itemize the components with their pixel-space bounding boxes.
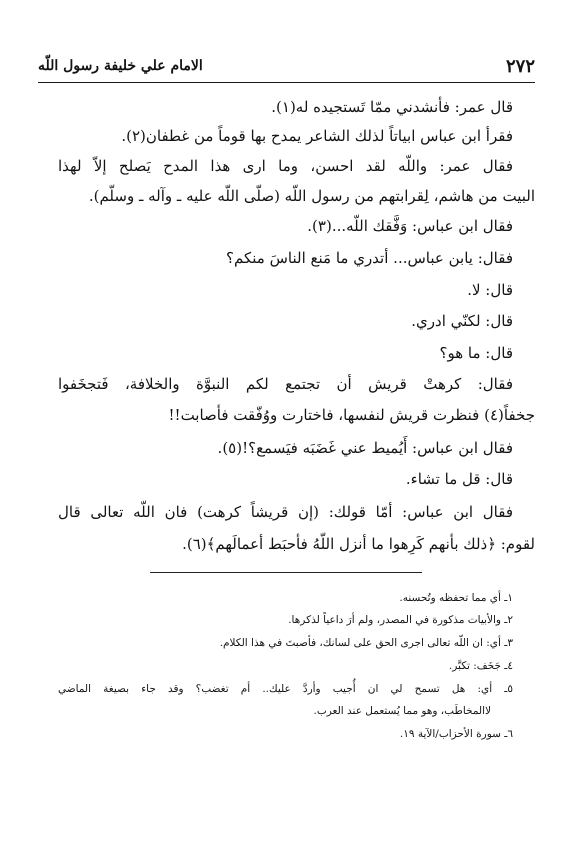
footnote: ٣ـ أي: ان اللّه تعالى اجرى الحق على لسانك، فأصبتَ في هذا الكلام. [219, 637, 513, 649]
footnote: لاالمخاطَب، وهو مما يُستعمل عند العرب. [313, 705, 491, 717]
body-line: فقال ابن عباس: أمّا قولك: (إن قريشاً كرهت) فان اللّه تعالى قال [58, 503, 513, 521]
body-line: فقال: يابن عباس... أتدري ما مَنع الناسَ منكم؟ [226, 249, 513, 267]
footnote: ٥ـ أي: هل تسمح لي ان أُجيب وأردَّ عليك.. أم تغضب؟ وقد جاء بصيغة الماضي [58, 683, 513, 695]
body-line: قال: ما هو؟ [439, 344, 513, 362]
footnote-rule [150, 572, 422, 573]
body-line: فقرأ ابن عباس ابياتاً لذلك الشاعر يمدح بها قوماً من غطفان(٢). [121, 127, 513, 145]
running-title: الامام علي خليفة رسول اللّه [38, 58, 203, 74]
body-line: قال عمر: فأنشدني ممّا تَستجيده له(١). [271, 98, 513, 116]
page-header [38, 52, 535, 80]
body-line: البيت من هاشم، لِقرابتهم من رسول اللّه (صلّى اللّه عليه ـ وآله ـ وسلّم). [88, 187, 535, 205]
body-line: فقال عمر: واللّه لقد احسن، وما ارى هذا المدح يَصلح إلاّ لهذا [58, 157, 513, 175]
body-line: قال: قل ما تشاء. [405, 470, 513, 488]
body-line: قال: لكنّي ادري. [411, 312, 513, 330]
footnote: ١ـ أي مما تحفظه وتُحسنه. [399, 592, 513, 604]
body-line: فقال: كرهتْ قريش أن تجتمع لكم النبوَّة والخلافة، فَتجخَفوا [58, 375, 513, 393]
body-line: فقال ابن عباس: أَيُميط عني غَضَبَه فيَسمع؟!(٥). [217, 439, 513, 457]
body-line: جخفاً(٤) فنظرت قريش لنفسها، فاختارت ووُفّقت فأصابت!! [168, 406, 535, 424]
body-line: فقال ابن عباس: وَفَّقك اللّه...(٣). [307, 217, 513, 235]
footnote: ٢ـ والأبيات مذكورة في المصدر، ولم أرَ داعياً لذكرها. [288, 614, 513, 626]
page-number: ٢٧٢ [505, 55, 535, 77]
header-rule [38, 82, 535, 83]
body-line: لقوم: ﴿ذلك بأنهم كَرِهوا ما أنزل اللّهُ فأحبَط أعمالَهم﴾(٦). [182, 535, 535, 553]
footnote: ٦ـ سورة الأحزاب/الآية ١٩. [399, 728, 513, 740]
body-line: قال: لا. [467, 281, 513, 299]
footnote: ٤ـ جَخَف: تكبَّر. [448, 660, 513, 672]
